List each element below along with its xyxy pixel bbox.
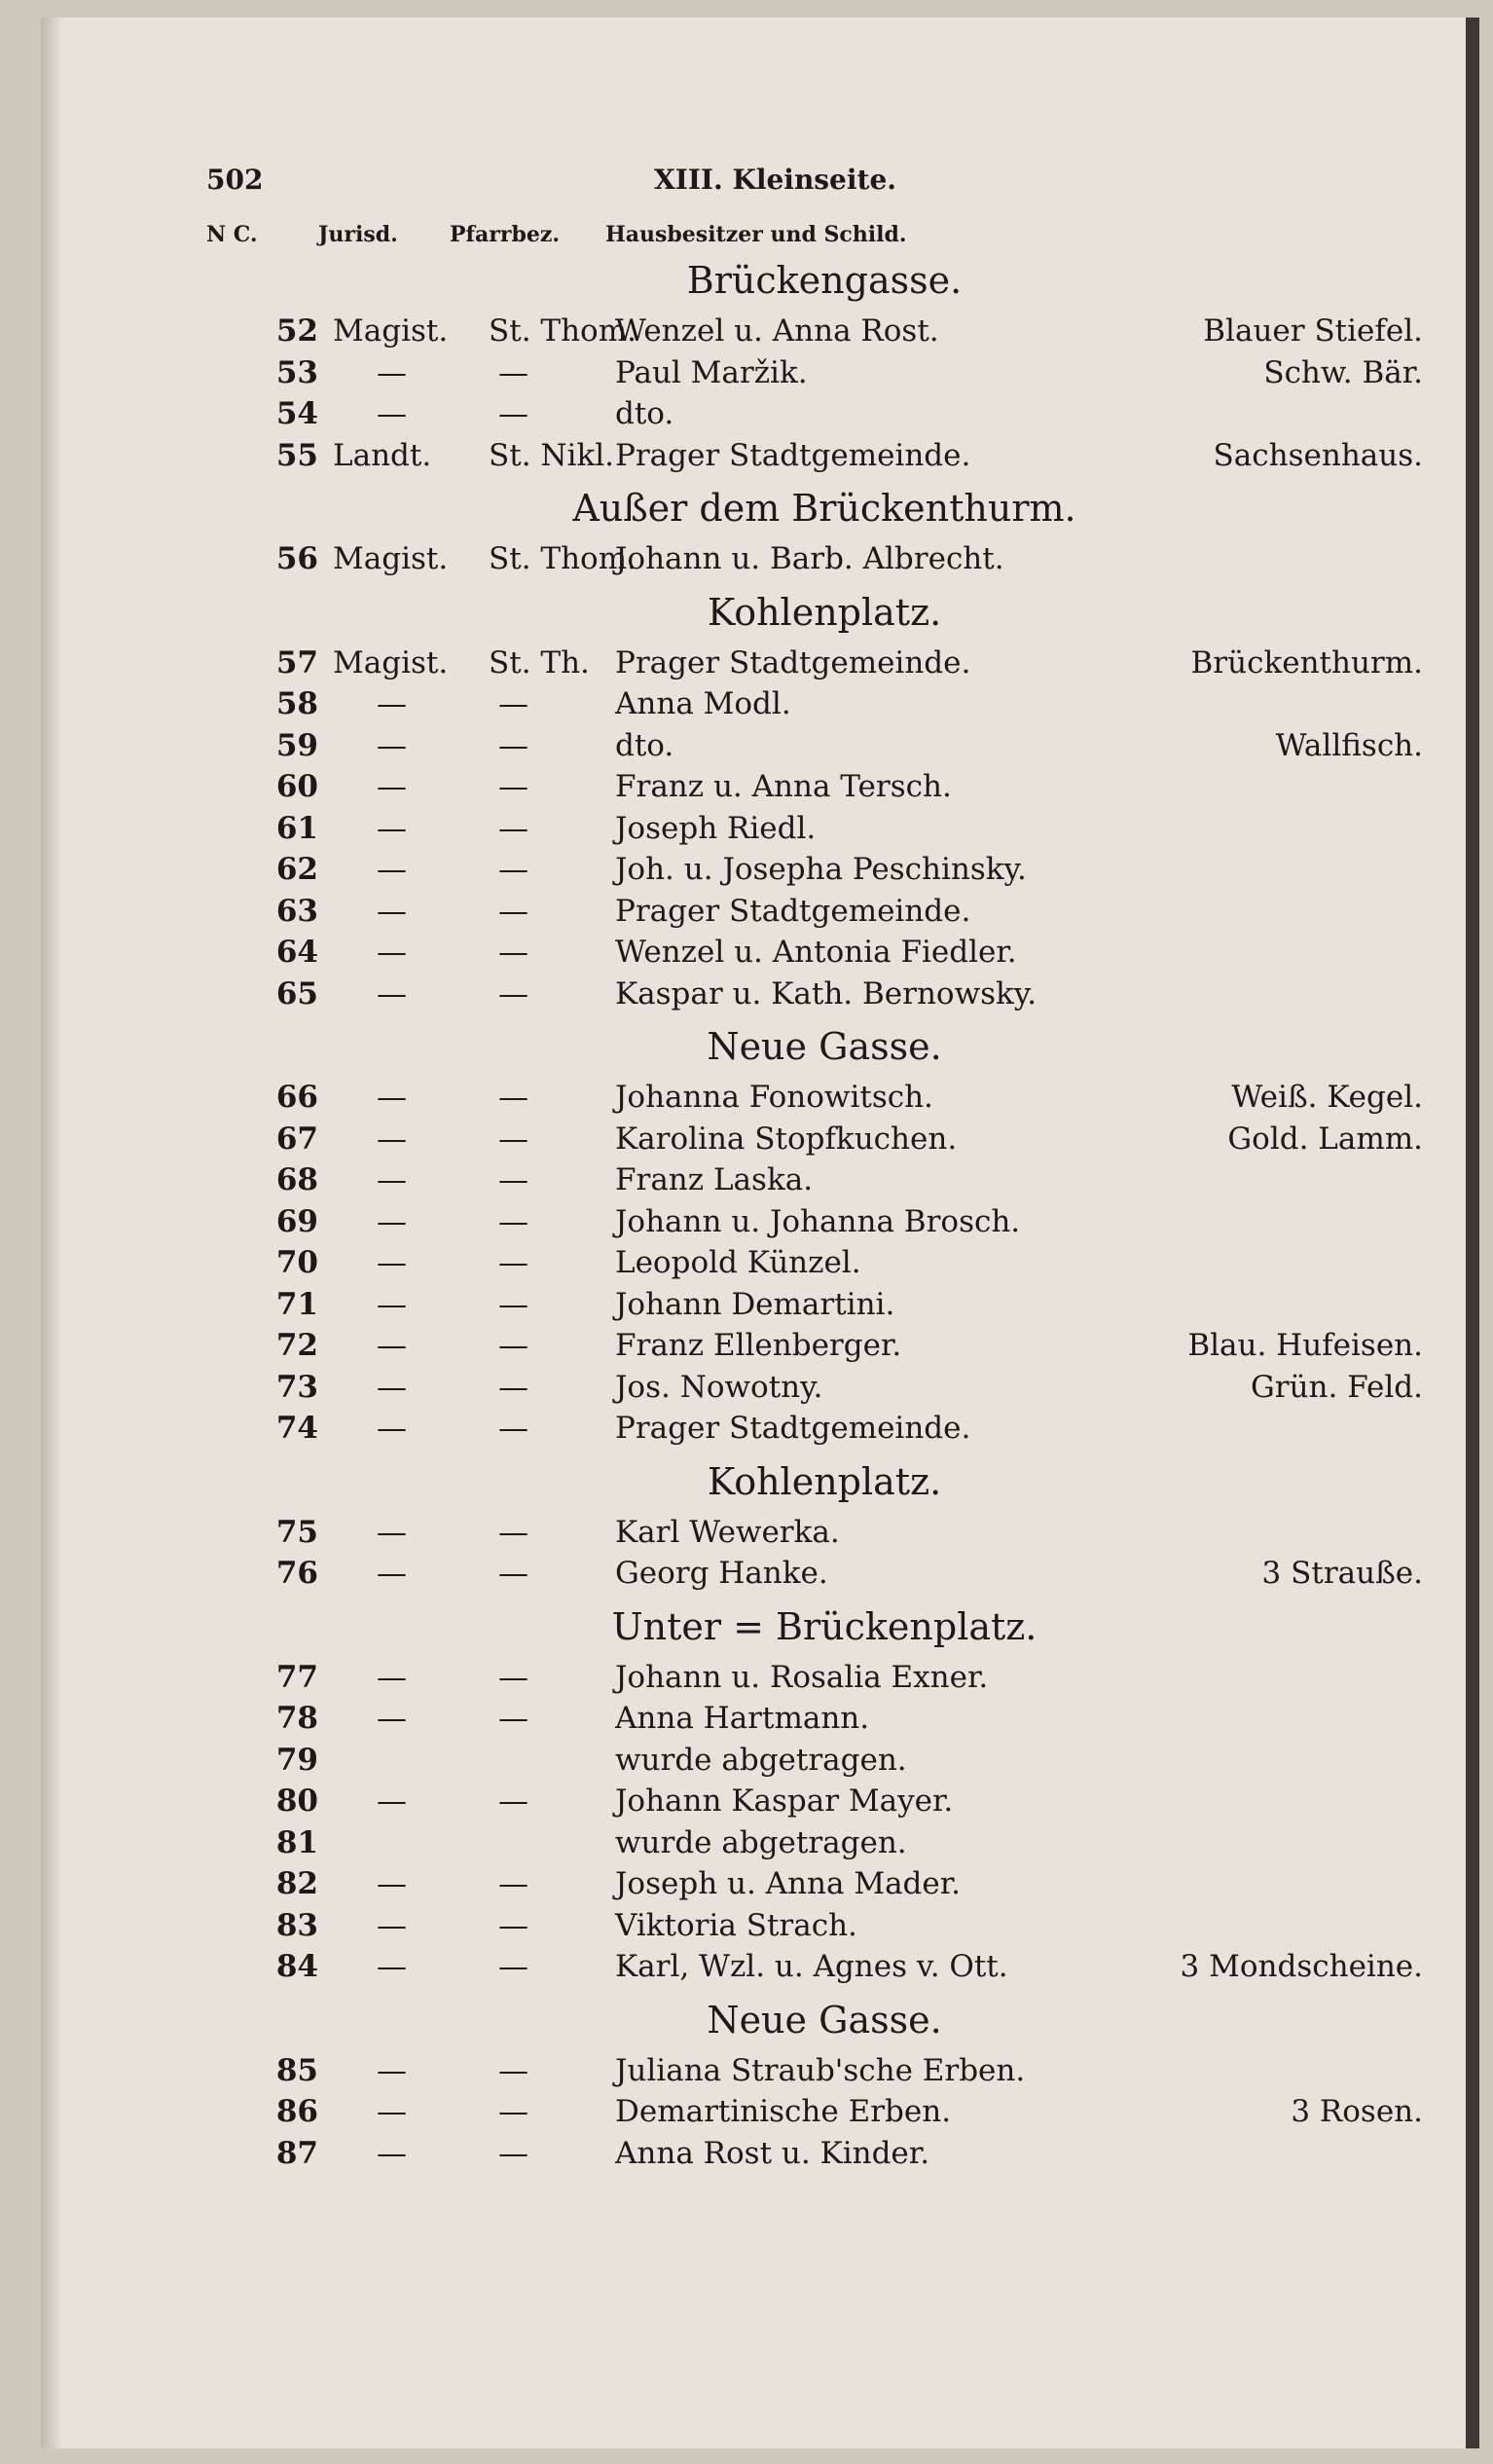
house-sign: Schw. Bär. [1263,354,1423,390]
house-number: 55 [275,437,318,473]
house-number: 59 [275,727,318,763]
house-number: 75 [275,1514,318,1550]
owner-name: Jos. Nowotny. [615,1369,823,1405]
owner-name: Demartinische Erben. [615,2094,952,2129]
register-row [41,1825,1423,1866]
house-number: 57 [275,644,318,680]
parish: — [498,1784,528,1819]
parish: — [498,852,528,887]
register-row [41,1515,1423,1556]
house-number: 63 [275,893,318,929]
jurisdiction: — [377,1162,407,1197]
parish: — [498,1659,528,1695]
parish: St. Thom. [489,313,637,349]
parish: — [498,396,528,431]
owner-name: Prager Stadtgemeinde. [615,893,971,929]
house-number: 87 [275,2135,318,2171]
owner-name: Johann u. Johanna Brosch. [615,1203,1021,1239]
register-row [41,1866,1423,1907]
owner-name: Wenzel u. Antonia Fiedler. [615,935,1017,970]
owner-name: Wenzel u. Anna Rost. [615,313,939,349]
jurisdiction: — [377,769,407,804]
owner-name: wurde abgetragen. [615,1824,907,1860]
parish: — [498,686,528,721]
house-number: 67 [275,1121,318,1157]
register-row [41,1245,1423,1286]
jurisdiction: Magist. [333,644,449,680]
owner-name: Paul Maržik. [615,354,808,390]
register-row [41,541,1423,582]
page-number: 502 [206,164,264,196]
parish: — [498,2094,528,2129]
jurisdiction: Magist. [333,313,449,349]
register-row [41,1743,1423,1784]
owner-name: Joh. u. Josepha Peschinsky. [615,852,1027,887]
jurisdiction: — [377,1411,407,1446]
jurisdiction: — [377,1659,407,1695]
house-sign: Wallfisch. [1275,727,1423,763]
page-title: XIII. Kleinseite. [654,164,897,196]
jurisdiction: — [377,727,407,763]
register-row [41,1660,1423,1701]
house-sign: 3 Strauße. [1261,1556,1423,1591]
parish: — [498,769,528,804]
house-sign: Sachsenhaus. [1213,437,1423,473]
register-row [41,1204,1423,1245]
owner-name: Prager Stadtgemeinde. [615,644,971,680]
parish: — [498,810,528,846]
register-row [41,1556,1423,1597]
house-number: 61 [275,810,318,846]
house-sign: 3 Rosen. [1291,2094,1423,2129]
parish: — [498,2135,528,2171]
house-number: 86 [275,2094,318,2129]
jurisdiction: — [377,1949,407,1984]
jurisdiction: Magist. [333,541,449,576]
house-number: 76 [275,1556,318,1591]
jurisdiction: — [377,686,407,721]
register-row [41,438,1423,479]
jurisdiction: — [377,893,407,929]
column-header-owner: Hausbesitzer und Schild. [605,222,907,247]
register-row [41,1701,1423,1742]
jurisdiction: — [377,2052,407,2088]
owner-name: Prager Stadtgemeinde. [615,437,971,473]
register-row [41,645,1423,686]
house-sign: 3 Mondscheine. [1180,1949,1423,1984]
house-number: 70 [275,1245,318,1280]
house-sign: Blau. Hufeisen. [1187,1328,1423,1363]
parish: St. Nikl. [489,437,614,473]
register-row [41,1949,1423,1990]
register-row [41,894,1423,935]
owner-name: Anna Rost u. Kinder. [615,2135,930,2171]
house-number: 72 [275,1328,318,1363]
register-row [41,935,1423,975]
owner-name: Kaspar u. Kath. Bernowsky. [615,975,1038,1011]
section-heading: Außer dem Brückenthurm. [572,487,1076,530]
section-heading: Brückengasse. [686,259,963,302]
house-number: 68 [275,1162,318,1197]
jurisdiction: — [377,1866,407,1901]
owner-name: Joseph u. Anna Mader. [615,1866,962,1901]
owner-name: Johann Kaspar Mayer. [615,1784,954,1819]
house-number: 62 [275,852,318,887]
column-header-parish: Pfarrbez. [450,222,560,247]
register-row [41,1411,1423,1452]
owner-name: wurde abgetragen. [615,1742,907,1778]
register-row [41,355,1423,396]
house-number: 64 [275,935,318,970]
jurisdiction: — [377,935,407,970]
house-number: 80 [275,1784,318,1819]
parish: — [498,1162,528,1197]
register-row [41,1370,1423,1411]
house-number: 74 [275,1411,318,1446]
house-number: 53 [275,354,318,390]
jurisdiction: — [377,354,407,390]
parish: — [498,1866,528,1901]
house-sign: Gold. Lamm. [1227,1121,1423,1157]
house-number: 81 [275,1824,318,1860]
jurisdiction: — [377,1514,407,1550]
house-number: 78 [275,1701,318,1736]
owner-name: Joseph Riedl. [615,810,817,846]
register-row [41,1162,1423,1203]
parish: — [498,1286,528,1322]
owner-name: Prager Stadtgemeinde. [615,1411,971,1446]
register-row [41,728,1423,769]
owner-name: Johann Demartini. [615,1286,895,1322]
jurisdiction: — [377,2094,407,2129]
house-number: 65 [275,975,318,1011]
house-number: 79 [275,1742,318,1778]
house-number: 66 [275,1080,318,1115]
column-header-number: N C. [206,222,258,247]
parish: St. Thom. [489,541,637,576]
parish: — [498,1514,528,1550]
jurisdiction: — [377,1556,407,1591]
parish: — [498,1907,528,1943]
section-heading: Unter = Brückenplatz. [611,1604,1038,1648]
house-number: 60 [275,769,318,804]
house-number: 85 [275,2052,318,2088]
jurisdiction: — [377,396,407,431]
owner-name: Juliana Straub'sche Erben. [615,2052,1026,2088]
jurisdiction: — [377,1328,407,1363]
jurisdiction: Landt. [333,437,432,473]
parish: — [498,1328,528,1363]
register-row [41,1908,1423,1949]
parish: — [498,1080,528,1115]
house-number: 77 [275,1659,318,1695]
section-heading: Neue Gasse. [707,1998,942,2041]
section-heading: Neue Gasse. [707,1025,942,1068]
house-sign: Grün. Feld. [1251,1369,1423,1405]
house-number: 71 [275,1286,318,1322]
register-row [41,1287,1423,1328]
owner-name: Franz u. Anna Tersch. [615,769,952,804]
register-row [41,852,1423,893]
jurisdiction: — [377,1121,407,1157]
house-sign: Brückenthurm. [1190,644,1423,680]
jurisdiction: — [377,1286,407,1322]
house-number: 58 [275,686,318,721]
parish: — [498,975,528,1011]
jurisdiction: — [377,1701,407,1736]
parish: — [498,1369,528,1405]
house-number: 84 [275,1949,318,1984]
register-row [41,2094,1423,2135]
register-row [41,396,1423,437]
house-number: 69 [275,1203,318,1239]
parish: — [498,1701,528,1736]
parish: — [498,1121,528,1157]
register-row [41,1784,1423,1824]
jurisdiction: — [377,975,407,1011]
jurisdiction: — [377,2135,407,2171]
register-row [41,769,1423,810]
register-row [41,811,1423,852]
house-number: 82 [275,1866,318,1901]
section-heading: Kohlenplatz. [707,1459,942,1503]
parish: — [498,935,528,970]
owner-name: Georg Hanke. [615,1556,828,1591]
parish: — [498,354,528,390]
jurisdiction: — [377,1245,407,1280]
owner-name: Johanna Fonowitsch. [615,1080,933,1115]
owner-name: Johann u. Rosalia Exner. [615,1659,989,1695]
register-row [41,313,1423,354]
owner-name: Johann u. Barb. Albrecht. [615,541,1004,576]
parish: — [498,1411,528,1446]
jurisdiction: — [377,1080,407,1115]
jurisdiction: — [377,852,407,887]
parish: — [498,1203,528,1239]
jurisdiction: — [377,1203,407,1239]
owner-name: Karolina Stopfkuchen. [615,1121,958,1157]
house-number: 73 [275,1369,318,1405]
parish: — [498,893,528,929]
parish: — [498,727,528,763]
jurisdiction: — [377,1784,407,1819]
jurisdiction: — [377,810,407,846]
book-page [41,18,1479,2448]
owner-name: Anna Hartmann. [615,1701,870,1736]
house-number: 56 [275,541,318,576]
owner-name: Viktoria Strach. [615,1907,857,1943]
jurisdiction: — [377,1369,407,1405]
jurisdiction: — [377,1907,407,1943]
parish: St. Th. [489,644,590,680]
house-number: 83 [275,1907,318,1943]
house-number: 52 [275,313,318,349]
owner-name: Leopold Künzel. [615,1245,861,1280]
register-row [41,2136,1423,2177]
column-header-jurisdiction: Jurisd. [318,222,398,247]
house-sign: Weiß. Kegel. [1231,1080,1423,1115]
section-heading: Kohlenplatz. [707,590,942,634]
owner-name: Franz Laska. [615,1162,814,1197]
owner-name: dto. [615,396,674,431]
register-row [41,1328,1423,1369]
register-row [41,1080,1423,1121]
register-row [41,976,1423,1017]
owner-name: Anna Modl. [615,686,791,721]
register-row [41,686,1423,727]
owner-name: Karl, Wzl. u. Agnes v. Ott. [615,1949,1008,1984]
register-row [41,2053,1423,2094]
house-number: 54 [275,396,318,431]
parish: — [498,1245,528,1280]
parish: — [498,1949,528,1984]
owner-name: dto. [615,727,674,763]
parish: — [498,1556,528,1591]
parish: — [498,2052,528,2088]
owner-name: Franz Ellenberger. [615,1328,902,1363]
register-row [41,1122,1423,1162]
owner-name: Karl Wewerka. [615,1514,840,1550]
house-sign: Blauer Stiefel. [1203,313,1423,349]
